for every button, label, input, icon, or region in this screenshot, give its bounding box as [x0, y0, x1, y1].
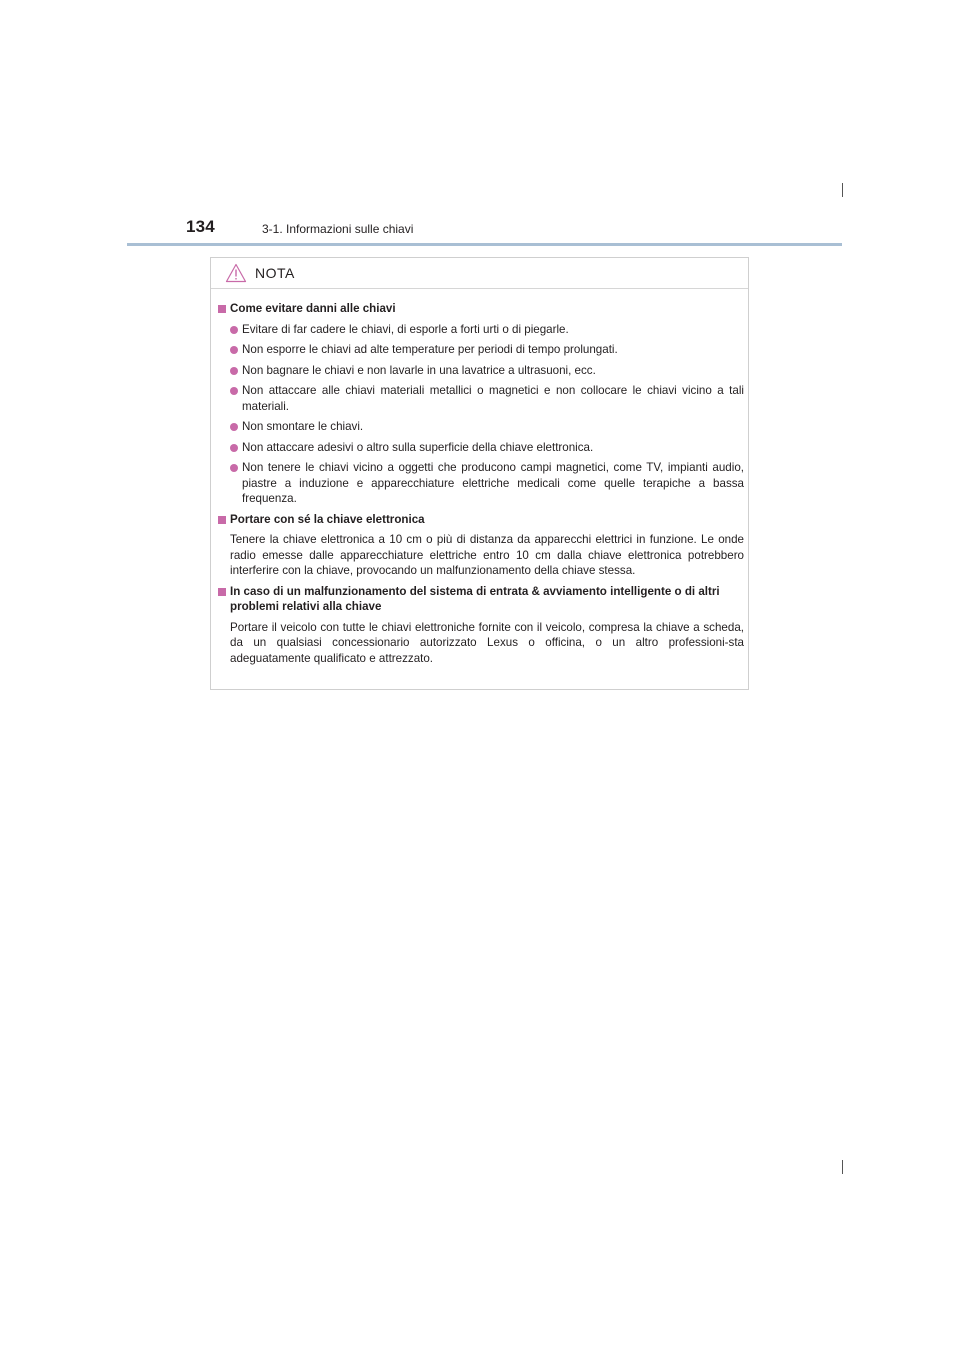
section-heading-text: Portare con sé la chiave elettronica: [230, 512, 425, 526]
list-item: [218, 419, 744, 435]
list-item-text: Non attaccare adesivi o altro sulla superficie della chiave elettronica.: [242, 440, 594, 454]
section-heading: [218, 584, 744, 615]
round-bullet-icon: [230, 346, 238, 354]
round-bullet-icon: [230, 444, 238, 452]
list-item: [218, 322, 744, 338]
list-item: [218, 363, 744, 379]
square-bullet-icon: [218, 516, 226, 524]
round-bullet-icon: [230, 326, 238, 334]
list-item-text: Evitare di far cadere le chiavi, di esporle a forti urti o di piegarle.: [242, 322, 569, 336]
list-item: [218, 440, 744, 456]
list-item-text: Non attaccare alle chiavi materiali metallici o magnetici e non collocare le chiavi vicino a tali materiali.: [242, 384, 744, 413]
section-heading-text: In caso di un malfunzionamento del sistema di entrata & avviamento intelligente o di altri problemi relativi alla chiave: [230, 584, 720, 613]
section-heading: [218, 512, 744, 528]
note-title: NOTA: [255, 265, 295, 281]
list-item-text: Non bagnare le chiavi e non lavarle in una lavatrice a ultrasuoni, ecc.: [242, 363, 596, 377]
section-paragraph: Tenere la chiave elettronica a 10 cm o più di distanza da apparecchi elettrici in funzione. Le onde radio emesse dalle apparecchiature elettriche entro 10 cm dalla chiave elettronica potrebbero interferire con la chiave, provocando un malfunzionamento della chiave stessa.: [230, 533, 744, 577]
header-rule: [127, 243, 842, 246]
note-body: [218, 301, 744, 671]
crop-mark-bottom: [842, 1160, 843, 1174]
note-box: [210, 257, 749, 690]
round-bullet-icon: [230, 464, 238, 472]
round-bullet-icon: [230, 387, 238, 395]
square-bullet-icon: [218, 305, 226, 313]
section-title: 3-1. Informazioni sulle chiavi: [262, 222, 414, 236]
section-heading: [218, 301, 744, 317]
square-bullet-icon: [218, 588, 226, 596]
section-heading-text: Come evitare danni alle chiavi: [230, 302, 396, 315]
list-item: [218, 383, 744, 414]
list-item: [218, 460, 744, 507]
list-item: [218, 342, 744, 358]
warning-triangle-icon: [225, 263, 247, 283]
list-item-text: Non tenere le chiavi vicino a oggetti che producono campi magnetici, come TV, impianti audio, piastre a induzione e apparecchiature elettriche medicali come quelle terapiche a bassa frequenza.: [242, 461, 744, 505]
round-bullet-icon: [230, 423, 238, 431]
page-number: 134: [186, 217, 215, 236]
crop-mark-top: [842, 183, 843, 197]
note-header: [211, 258, 748, 289]
round-bullet-icon: [230, 367, 238, 375]
list-item-text: Non smontare le chiavi.: [242, 420, 364, 433]
list-item-text: Non esporre le chiavi ad alte temperature per periodi di tempo prolungati.: [242, 343, 618, 356]
section-paragraph: Portare il veicolo con tutte le chiavi elettroniche fornite con il veicolo, compresa la chiave a scheda, da un qualsiasi concessionario autorizzato Lexus o officina, o un altro professioni-sta adeguatamente qualificato e attrezzato.: [230, 620, 744, 665]
